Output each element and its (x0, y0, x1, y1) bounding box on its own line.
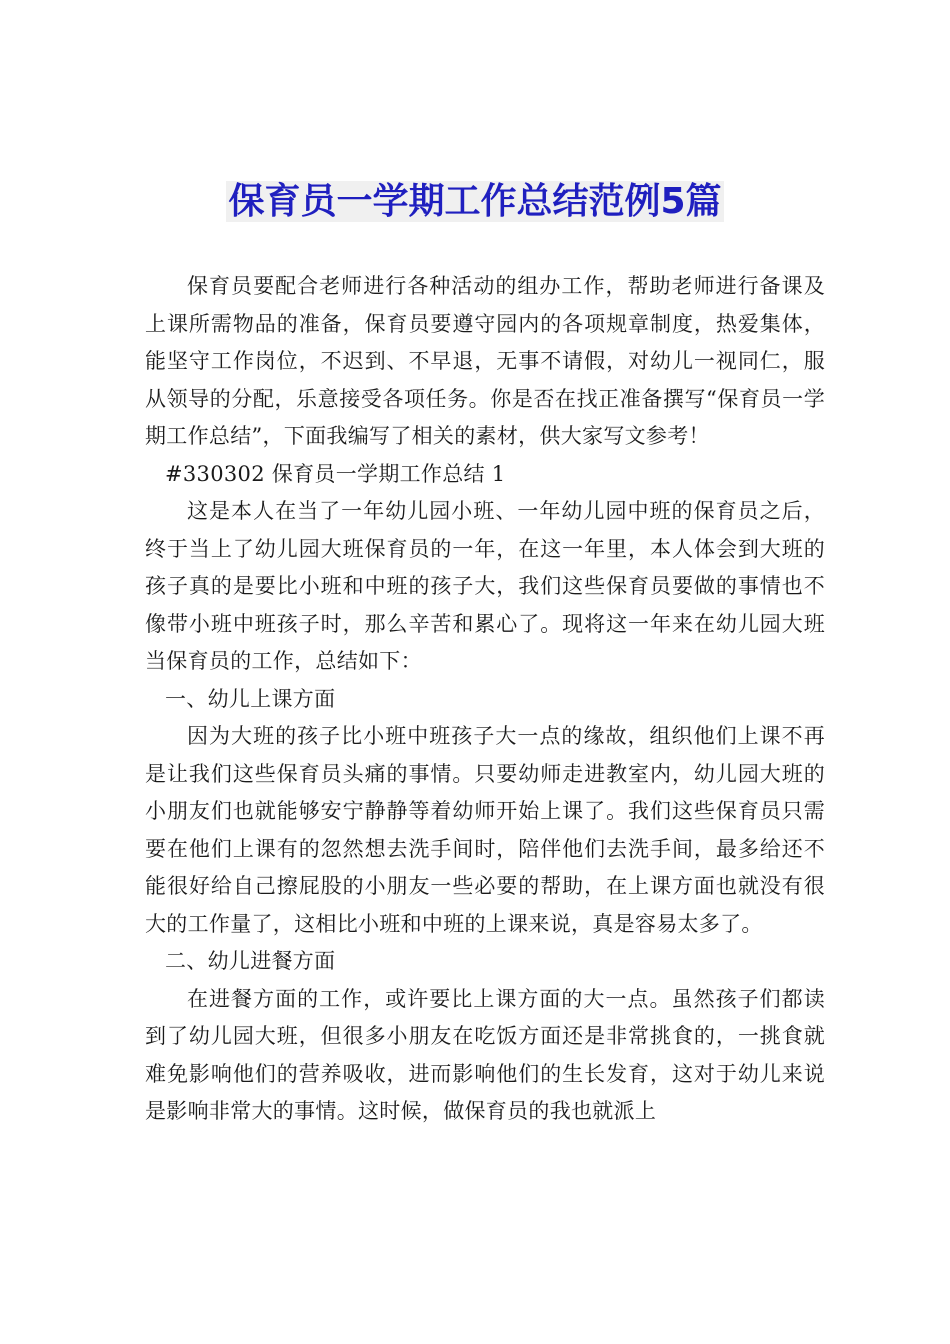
body-paragraph: 因为大班的孩子比小班中班孩子大一点的缘故，组织他们上课不再是让我们这些保育员头痛的事情。只要幼师走进教室内，幼儿园大班的小朋友们也就能够安宁静静等着幼师开始上课了。我们这些保育员只需要在他们上课有的忽然想去洗手间时，陪伴他们去洗手间，最多给还不能很好给自己擦屁股的小朋友一些必要的帮助，在上课方面也就没有很大的工作量了，这相比小班和中班的上课来说，真是容易太多了。 (145, 724, 825, 936)
section-heading: 一、幼儿上课方面 (165, 686, 336, 711)
document-title (0, 178, 950, 226)
document-body (145, 268, 825, 1131)
section-heading: 二、幼儿进餐方面 (165, 949, 336, 973)
document-title-text: 保育员一学期工作总结范例5篇 (228, 181, 722, 222)
body-paragraph: 在进餐方面的工作，或许要比上课方面的大一点。虽然孩子们都读到了幼儿园大班，但很多小朋友在吃饭方面还是非常挑食的，一挑食就难免影响他们的营养吸收，进而影响他们的生长发育，这对于幼儿来说是影响非常大的事情。这时候，做保育员的我也就派上 (145, 986, 825, 1123)
intro-paragraph: 保育员要配合老师进行各种活动的组办工作，帮助老师进行备课及上课所需物品的准备，保育员要遵守园内的各项规章制度，热爱集体，能坚守工作岗位，不迟到、不早退，无事不请假，对幼儿一视同仁，服从领导的分配，乐意接受各项任务。你是否在找正准备撰写“保育员一学期工作总结”，下面我编写了相关的素材，供大家写文参考！ (145, 274, 825, 448)
body-paragraph: 这是本人在当了一年幼儿园小班、一年幼儿园中班的保育员之后，终于当上了幼儿园大班保育员的一年，在这一年里，本人体会到大班的孩子真的是要比小班和中班的孩子大，我们这些保育员要做的事情也不像带小班中班孩子时，那么辛苦和累心了。现将这一年来在幼儿园大班当保育员的工作，总结如下： (145, 499, 825, 673)
article-heading: #330302 保育员一学期工作总结 1 (165, 461, 506, 486)
